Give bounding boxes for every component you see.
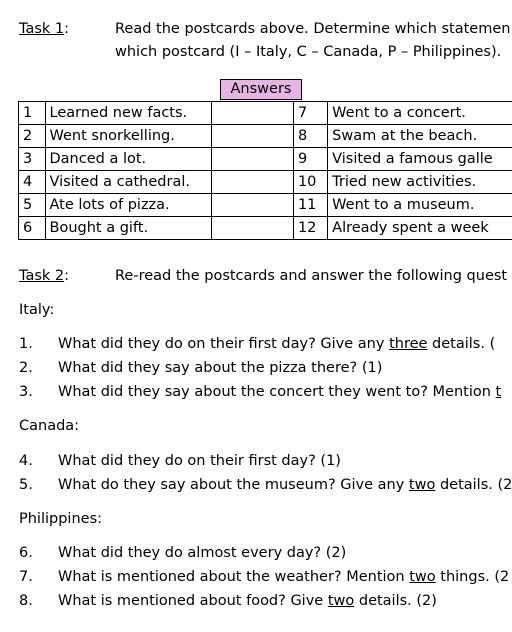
statements-table <box>18 101 512 240</box>
statement-text: Ate lots of pizza. <box>45 194 212 217</box>
question-3: What did they say about the concert they went to? Mention t <box>58 384 502 400</box>
section-canada: Canada: <box>19 418 80 434</box>
question-2: What did they say about the pizza there? (1) <box>58 360 383 376</box>
question-6: What did they do almost every day? (2) <box>58 545 347 561</box>
statement-text: Visited a cathedral. <box>45 171 212 194</box>
task2-instruction: Re-read the postcards and answer the following quest <box>115 268 508 284</box>
section-italy: Italy: <box>19 302 55 318</box>
statement-text: Went to a concert. <box>328 102 512 125</box>
question-6-number: 6. <box>19 545 33 561</box>
table-row <box>19 171 512 194</box>
table-row <box>19 194 512 217</box>
statement-number: 8 <box>293 125 327 148</box>
statement-number: 2 <box>19 125 46 148</box>
section-philippines: Philippines: <box>19 511 103 527</box>
answer-cell[interactable] <box>212 194 294 217</box>
statement-text: Learned new facts. <box>45 102 212 125</box>
task1-instruction-line2: which postcard (I – Italy, C – Canada, P – Philippines). <box>115 44 502 60</box>
statement-text: Went to a museum. <box>328 194 512 217</box>
question-7-number: 7. <box>19 569 33 585</box>
question-4: What did they do on their first day? (1) <box>58 453 341 469</box>
table-row <box>19 148 512 171</box>
statement-number: 12 <box>293 217 327 240</box>
answer-cell[interactable] <box>212 148 294 171</box>
statement-text: Went snorkelling. <box>45 125 212 148</box>
answer-cell[interactable] <box>212 102 294 125</box>
question-4-number: 4. <box>19 453 33 469</box>
task2-heading <box>19 267 69 285</box>
statement-text: Tried new activities. <box>328 171 512 194</box>
task1-heading <box>19 20 69 38</box>
question-8-number: 8. <box>19 593 33 609</box>
statement-number: 10 <box>293 171 327 194</box>
answers-column-header: Answers <box>220 79 302 100</box>
statement-text: Swam at the beach. <box>328 125 512 148</box>
question-1: What did they do on their first day? Give any three details. ( <box>58 336 496 352</box>
answer-cell[interactable] <box>212 125 294 148</box>
statement-text: Already spent a week <box>328 217 512 240</box>
question-5-number: 5. <box>19 477 33 493</box>
table-row <box>19 217 512 240</box>
task2-colon: : <box>64 268 70 284</box>
task1-colon: : <box>64 21 70 37</box>
task2-label: Task 2 <box>19 268 65 284</box>
statement-number: 6 <box>19 217 46 240</box>
statement-text: Bought a gift. <box>45 217 212 240</box>
question-3-number: 3. <box>19 384 33 400</box>
statement-number: 4 <box>19 171 46 194</box>
statement-number: 7 <box>293 102 327 125</box>
question-1-number: 1. <box>19 336 33 352</box>
answer-cell[interactable] <box>212 171 294 194</box>
statement-number: 1 <box>19 102 46 125</box>
table-row <box>19 102 512 125</box>
question-7: What is mentioned about the weather? Mention two things. (2 <box>58 569 510 585</box>
question-5: What do they say about the museum? Give any two details. (2 <box>58 477 512 493</box>
question-2-number: 2. <box>19 360 33 376</box>
answer-cell[interactable] <box>212 217 294 240</box>
statement-number: 11 <box>293 194 327 217</box>
question-8: What is mentioned about food? Give two details. (2) <box>58 593 437 609</box>
task1-label: Task 1 <box>19 21 65 37</box>
statement-number: 5 <box>19 194 46 217</box>
table-row <box>19 125 512 148</box>
task1-instruction-line1: Read the postcards above. Determine which statemen <box>115 21 511 37</box>
statement-number: 3 <box>19 148 46 171</box>
statement-text: Visited a famous galle <box>328 148 512 171</box>
statement-text: Danced a lot. <box>45 148 212 171</box>
statement-number: 9 <box>293 148 327 171</box>
